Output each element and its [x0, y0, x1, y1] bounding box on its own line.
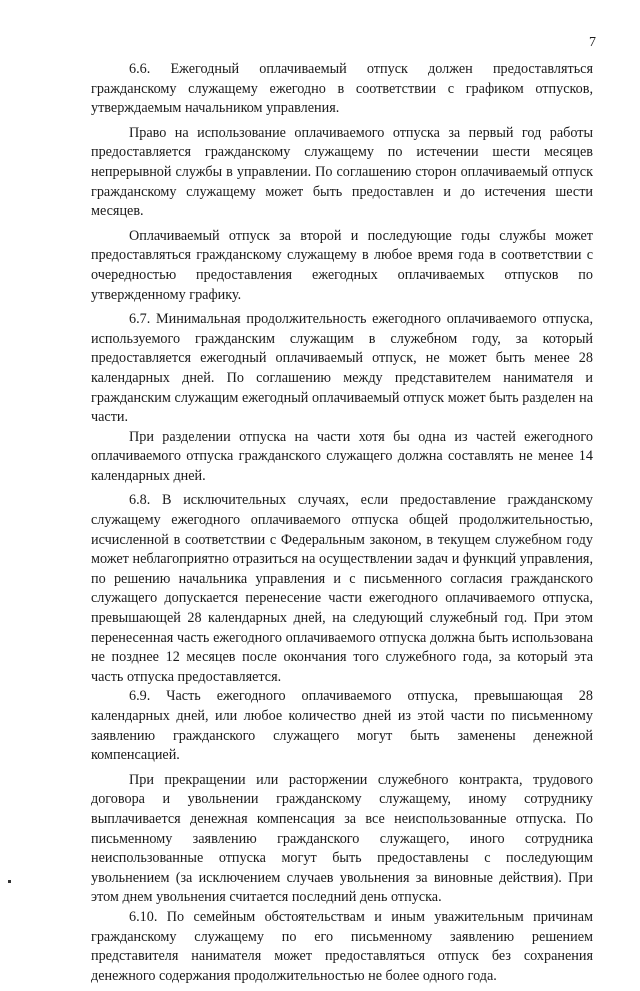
- paragraph-termination-compensation: При прекращении или расторжении служебного контракта, трудового договора и увольнении гражданскому служащему, иному сотруднику выплачивается денежная компенсация за все неиспользованные отпуска. По письменному заявлению гражданского служащего, иного сотрудника неиспользованные отпуска могут быть предоставлены с последующим увольнением (за исключением случаев увольнения за виновные действия). При этом днем увольнения считается последний день отпуска.: [91, 771, 593, 906]
- paragraph-6-7: 6.7. Минимальная продолжительность ежегодного оплачиваемого отпуска, используемого гражданским служащим в служебном году, за который предоставляется ежегодный оплачиваемый отпуск, не может быть менее 28 календарных дней. По соглашению между представителем нанимателя и гражданским служащим ежегодный оплачиваемый отпуск может быть разделен на части.: [91, 311, 593, 426]
- paragraph-6-6: 6.6. Ежегодный оплачиваемый отпуск должен предоставляться гражданскому служащему ежегодно в соответствии с графиком отпусков, утверждаемым начальником управления.: [91, 61, 593, 117]
- page-number: 7: [589, 35, 596, 50]
- paragraph-first-year-leave: Право на использование оплачиваемого отпуска за первый год работы предоставляется гражданскому служащему по истечении шести месяцев непрерывной службы в управлении. По соглашению сторон оплачиваемый отпуск гражданскому служащему может быть предоставлен и до истечения шести месяцев.: [91, 124, 593, 220]
- document-body: [91, 60, 593, 991]
- paragraph-leave-division: При разделении отпуска на части хотя бы одна из частей ежегодного оплачиваемого отпуска гражданского служащего должна составлять не менее 14 календарных дней.: [91, 428, 593, 484]
- paragraph-6-9: 6.9. Часть ежегодного оплачиваемого отпуска, превышающая 28 календарных дней, или любое количество дней из этой части по письменному заявлению гражданского служащего могут быть заменены денежной компенсацией.: [91, 688, 593, 764]
- paragraph-6-10: 6.10. По семейным обстоятельствам и иным уважительным причинам гражданскому служащему по его письменному заявлению решением представителя нанимателя может предоставляться отпуск без сохранения денежного содержания продолжительностью не более одного года.: [91, 908, 593, 984]
- paragraph-6-8: 6.8. В исключительных случаях, если предоставление гражданскому служащему ежегодного оплачиваемого отпуска общей продолжительностью, исчисленной в соответствии с Федеральным законом, в текущем служебном году может неблагоприятно отразиться на осуществлении задач и функций управления, по решению начальника управления и с письменного согласия гражданского служащего допускается перенесение части ежегодного оплачиваемого отпуска, превышающей 28 календарных дней, на следующий служебный год. При этом перенесенная часть ежегодного оплачиваемого отпуска должна быть использована не позднее 12 месяцев после окончания того служебного года, за который эта часть отпуска предоставляется.: [91, 492, 593, 685]
- paragraph-subsequent-years-leave: Оплачиваемый отпуск за второй и последующие годы службы может предоставляться гражданскому служащему в любое время года в соответствии с очередностью предоставления ежегодных оплачиваемых отпусков по утвержденному графику.: [91, 227, 593, 303]
- scan-artifact: [8, 880, 11, 883]
